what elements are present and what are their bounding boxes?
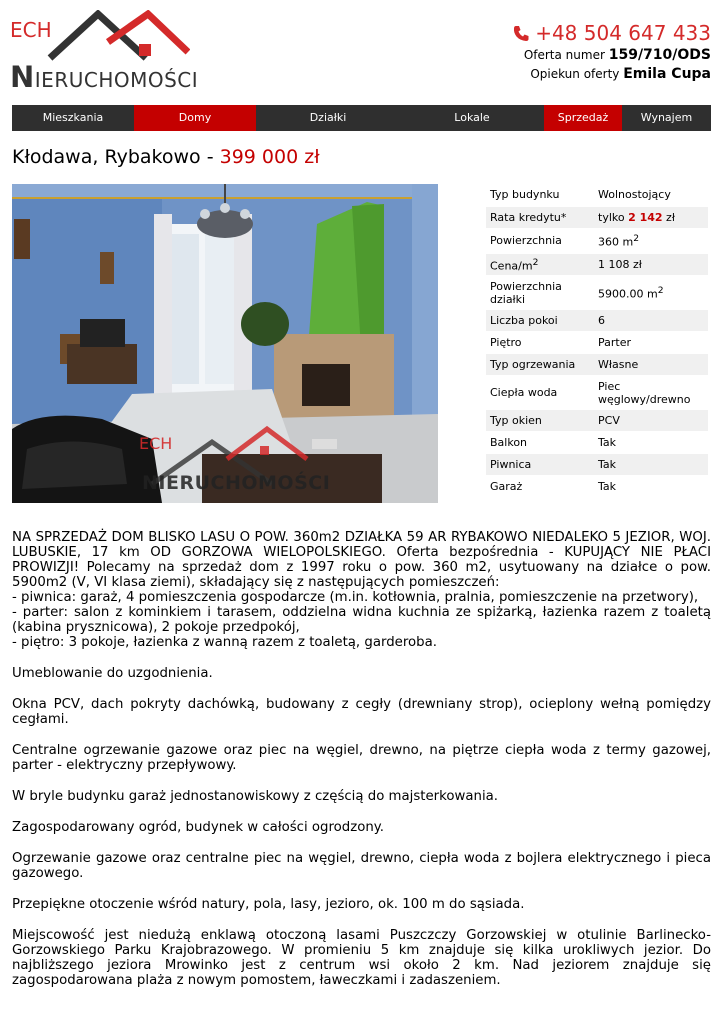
spec-label: Powierzchnia działki — [486, 276, 594, 310]
living-room-image — [12, 184, 438, 503]
spec-label: Piwnica — [486, 454, 594, 476]
installment-amount: 2 142 — [628, 210, 663, 224]
nav-item-dzialki[interactable]: Działki — [309, 111, 347, 124]
description-paragraph: Przepiękne otoczenie wśród natury, pola, lasy, jezioro, ok. 100 m do sąsiada. — [12, 897, 525, 912]
description-paragraph: Centralne ogrzewanie gazowe oraz piec na węgiel, drewno, na piętrze ciepła woda z termy gazowej, parter - elektryczny przepływowy. — [12, 743, 711, 773]
offer-number-line: Oferta numer 159/710/ODS — [523, 47, 711, 63]
description-paragraph: W bryle budynku garaż jednostanowiskowy z częścią do majsterkowania. — [12, 789, 499, 804]
spec-label: Balkon — [486, 432, 594, 454]
spec-row-pietro — [486, 332, 708, 354]
spec-value: 360 $m^2$ — [594, 228, 708, 253]
spec-label: Rata kredytu* — [486, 206, 594, 228]
spec-label: Ciepła woda — [486, 376, 594, 410]
nav-item-wynajem[interactable]: Wynajem — [640, 111, 693, 124]
description-paragraph: Umeblowanie do uzgodnienia. — [12, 666, 213, 681]
phone-number[interactable]: +48 504 647 433 — [513, 20, 711, 46]
spec-label: Typ okien — [486, 410, 594, 432]
spec-label: Cena/$m^2$ — [486, 253, 594, 276]
spec-row-cena-m2 — [486, 253, 708, 276]
nav-item-lokale[interactable]: Lokale — [454, 111, 490, 124]
nav-item-domy[interactable]: Domy — [134, 105, 256, 131]
spec-value: Tak — [594, 476, 708, 498]
spec-value: 6 — [594, 310, 708, 332]
spec-value: Tak — [594, 432, 708, 454]
spec-value: Parter — [594, 332, 708, 354]
description-paragraph: Okna PCV, dach pokryty dachówką, budowany z cegły (drewniany strop), ocieplony wełną pomiędzy cegłami. — [12, 697, 711, 727]
description-paragraph: Zagospodarowany ogród, budynek w całości ogrodzony. — [12, 820, 384, 835]
phone-icon — [513, 25, 529, 42]
nav-item-mieszkania[interactable]: Mieszkania — [42, 111, 104, 124]
spec-row-rata-kredytu — [486, 206, 708, 228]
spec-label: Typ budynku — [486, 184, 594, 206]
spec-label: Typ ogrzewania — [486, 354, 594, 376]
main-nav — [12, 105, 711, 131]
spec-label: Liczba pokoi — [486, 310, 594, 332]
spec-value: 5900.00 $m^2$ — [594, 276, 708, 310]
spec-value: Piec węglowy/drewno — [594, 376, 708, 410]
spec-row-piwnica — [486, 454, 708, 476]
company-logo[interactable] — [10, 10, 199, 94]
listing-description — [12, 530, 711, 1004]
offer-number: 159/710/ODS — [608, 47, 711, 63]
spec-value: Wolnostojący — [594, 184, 708, 206]
photo-watermark-text: NIERUCHOMOŚCI — [142, 472, 331, 494]
description-paragraph: Miejscowość jest niedużą enklawą otoczoną lasami Puszczczy Gorzowskiej w otulinie Barlinecko-Gorzowskiego Parku Krajobrazowego. W promieniu 5 km znajduje się kilka urokliwych jezior. Do najbliższego jeziora Mrowinko jest z centrum wsi około 2 km. Nad jeziorem znajduje się zagospodarowana plaża z nowym pomostem, ławeczkami i zadaszeniem. — [12, 928, 711, 988]
listing-price: 399 000 zł — [219, 146, 320, 168]
description-intro: NA SPRZEDAŻ DOM BLISKO LASU O POW. 360m2 DZIAŁKA 59 AR RYBAKOWO NIEDALEKO 5 JEZIOR, WOJ. LUBUSKIE, 17 km OD GORZOWA WIELOPOLSKIEGO. Oferta bezpośrednia - KUPUJĄCY NIE PŁACI PROWIZJI! Polecamy na sprzedaż dom z 1997 roku o pow. 360 m2, usytuowany na działce o pow. 5900m2 (V, VI klasa ziemi), składający się z następujących pomieszczeń: - piwnica: garaż, 4 pomieszczenia gospodarcze (m.in. kotłownia, pralnia, pomieszczenie na przetwory), - parter: salon z kominkiem i tarasem, oddzielna widna kuchnia ze spiżarką, łazienka razem z toaletą (kabina prysznicowa), 2 pokoje przedpokój, - piętro: 3 pokoje, łazienka z wanną razem z toaletą, garderoba. — [12, 530, 711, 650]
description-paragraph: Ogrzewanie gazowe oraz centralne piec na węgiel, drewno, ciepła woda z bojlera elektrycznego i pieca gazowego. — [12, 851, 711, 881]
spec-row-garaz — [486, 476, 708, 498]
nav-item-sprzedaz[interactable]: Sprzedaż — [544, 105, 622, 131]
listing-title — [12, 146, 320, 168]
spec-value: Własne — [594, 354, 708, 376]
spec-row-balkon — [486, 432, 708, 454]
spec-row-typ-budynku — [486, 184, 708, 206]
logo-wordmark: NIERUCHOMOŚCI — [10, 60, 199, 94]
spec-label: Powierzchnia — [486, 228, 594, 253]
agent-name: Emila Cupa — [623, 66, 711, 82]
spec-row-typ-ogrzewania — [486, 354, 708, 376]
spec-value: PCV — [594, 410, 708, 432]
spec-value: 1 108 zł — [594, 253, 708, 276]
spec-label: Piętro — [486, 332, 594, 354]
spec-row-powierzchnia-dzialki — [486, 276, 708, 310]
spec-label: Garaż — [486, 476, 594, 498]
spec-value: Tak — [594, 454, 708, 476]
spec-row-ciepla-woda — [486, 376, 708, 410]
listing-location: Kłodawa, Rybakowo - — [12, 146, 220, 168]
property-photo[interactable] — [12, 184, 438, 503]
photo-watermark-ech: ECH — [139, 434, 173, 453]
logo-ech-text: ECH — [10, 18, 52, 42]
property-specs-table — [486, 184, 708, 498]
agent-line: Opiekun oferty Emila Cupa — [530, 66, 711, 82]
spec-row-typ-okien — [486, 410, 708, 432]
spec-value: tylko 2 142 zł — [594, 206, 708, 228]
spec-row-powierzchnia — [486, 228, 708, 253]
contact-box — [513, 20, 711, 84]
spec-row-liczba-pokoi — [486, 310, 708, 332]
